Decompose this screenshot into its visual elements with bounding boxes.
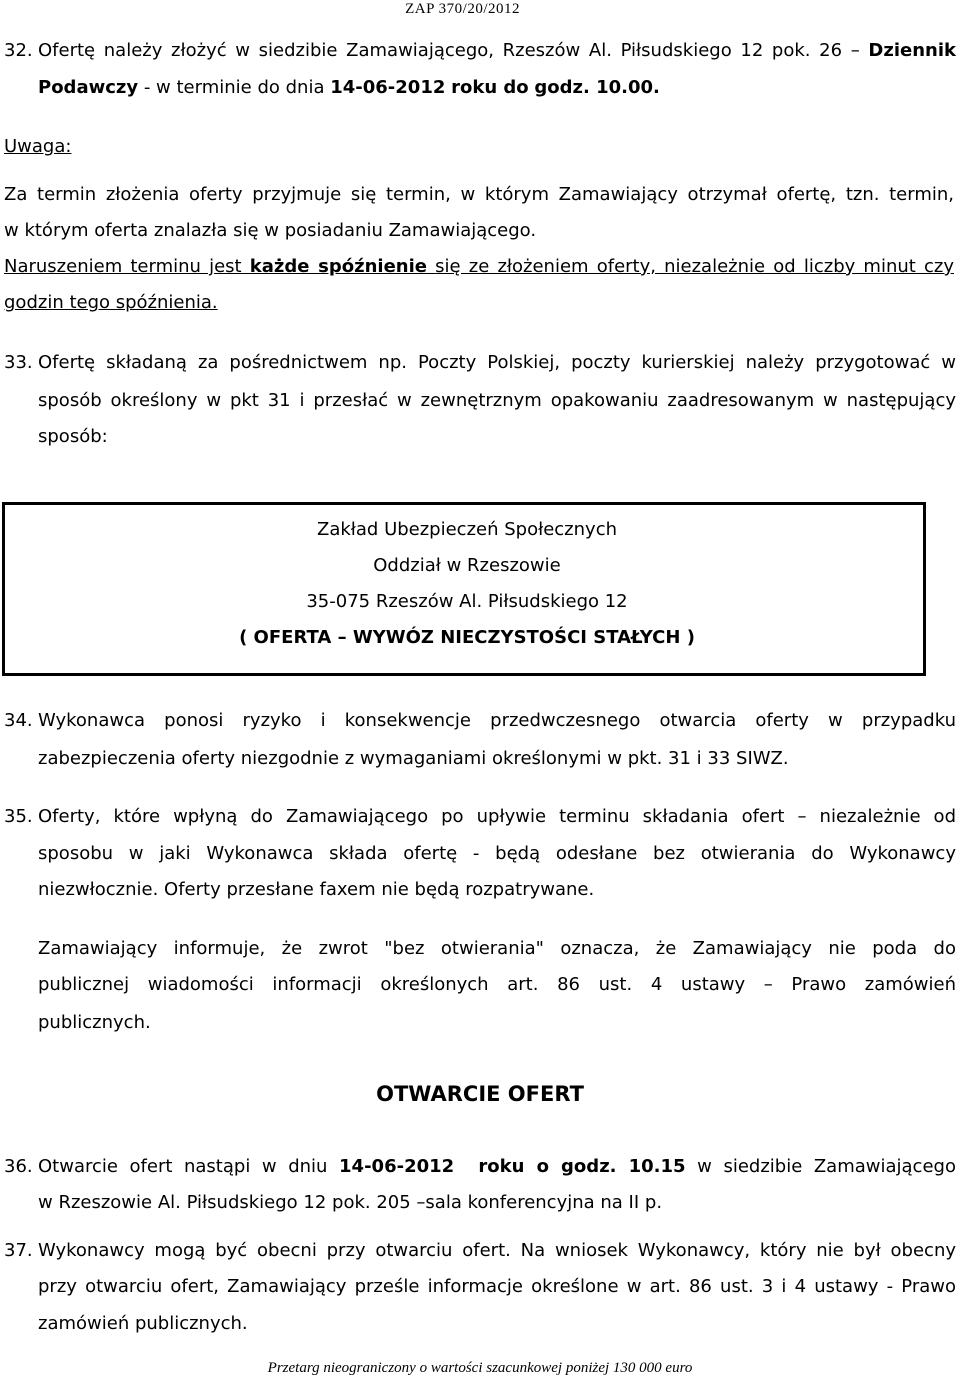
address-line-4: ( OFERTA – WYWÓZ NIECZYSTOŚCI STAŁYCH ) bbox=[239, 627, 695, 648]
p33-line3: sposób: bbox=[38, 426, 108, 447]
p34-line2: zabezpieczenia oferty niezgodnie z wymaganiami określonymi w pkt. 31 i 33 SIWZ. bbox=[38, 748, 789, 769]
uwaga-line4: godzin tego spóźnienia. bbox=[4, 292, 218, 313]
uwaga-line2: w którym oferta znalazła się w posiadaniu Zamawiającego. bbox=[4, 220, 537, 241]
p37-line3: zamówień publicznych. bbox=[38, 1313, 248, 1334]
p35-line6: publicznych. bbox=[38, 1012, 151, 1033]
p34-line1: 34. Wykonawca ponosi ryzyko i konsekwencje przedwczesnego otwarcia oferty w przypadku bbox=[4, 710, 956, 731]
p35-line4: Zamawiający informuje, że zwrot "bez otwierania" oznacza, że Zamawiający nie poda do bbox=[38, 938, 956, 959]
p34-number: 34. bbox=[4, 710, 33, 731]
address-line-2: Oddział w Rzeszowie bbox=[373, 555, 561, 576]
p32-line2: Podawczy - w terminie do dnia 14-06-2012 roku do godz. 10.00. bbox=[38, 77, 660, 98]
p35-line5: publicznej wiadomości informacji określonych art. 86 ust. 4 ustawy – Prawo zamówień bbox=[38, 974, 956, 995]
p37-line2: przy otwarciu ofert, Zamawiający prześle informacje określone w art. 86 ust. 3 i 4 ustawy - Prawo bbox=[38, 1276, 956, 1297]
p37-number: 37. bbox=[4, 1240, 33, 1261]
uwaga-title: Uwaga: bbox=[4, 136, 72, 157]
p33-number: 33. bbox=[4, 352, 33, 373]
p32-line1: 32. Ofertę należy złożyć w siedzibie Zamawiającego, Rzeszów Al. Piłsudskiego 12 pok. 26 – Dziennik bbox=[4, 40, 956, 61]
p35-line2: sposobu w jaki Wykonawca składa ofertę - będą odesłane bez otwierania do Wykonawcy bbox=[38, 843, 956, 864]
p37-line1: 37. Wykonawcy mogą być obecni przy otwarciu ofert. Na wniosek Wykonawcy, który nie był obecny bbox=[4, 1240, 956, 1261]
address-box bbox=[2, 502, 926, 676]
p36-number: 36. bbox=[4, 1156, 33, 1177]
p36-line1: 36. Otwarcie ofert nastąpi w dniu 14-06-2012 roku o godz. 10.15 w siedzibie Zamawiającego bbox=[4, 1156, 956, 1177]
address-line-1: Zakład Ubezpieczeń Społecznych bbox=[316, 519, 617, 540]
page-footer: Przetarg nieograniczony o wartości szacunkowej poniżej 130 000 euro bbox=[267, 1360, 693, 1376]
p33-line1: 33. Ofertę składaną za pośrednictwem np. Poczty Polskiej, poczty kurierskiej należy przygotować w bbox=[4, 352, 956, 373]
uwaga-line1: Za termin złożenia oferty przyjmuje się termin, w którym Zamawiający otrzymał ofertę, tzn. termin, bbox=[4, 184, 954, 205]
p35-line3: niezwłocznie. Oferty przesłane faxem nie będą rozpatrywane. bbox=[38, 879, 595, 900]
p32-number: 32. bbox=[4, 40, 33, 61]
section-title: OTWARCIE OFERT bbox=[376, 1082, 584, 1106]
uwaga-line3: Naruszeniem terminu jest każde spóźnienie się ze złożeniem oferty, niezależnie od liczby minut czy bbox=[4, 256, 954, 277]
address-line-3: 35-075 Rzeszów Al. Piłsudskiego 12 bbox=[306, 591, 628, 612]
p33-line2: sposób określony w pkt 31 i przesłać w zewnętrznym opakowaniu zaadresowanym w następujący bbox=[38, 390, 956, 411]
p35-number: 35. bbox=[4, 806, 33, 827]
p35-line1: 35. Oferty, które wpłyną do Zamawiającego po upływie terminu składania ofert – niezależnie od bbox=[4, 806, 956, 827]
document-reference: ZAP 370/20/2012 bbox=[405, 1, 520, 17]
p36-line2: w Rzeszowie Al. Piłsudskiego 12 pok. 205 –sala konferencyjna na II p. bbox=[38, 1192, 663, 1213]
